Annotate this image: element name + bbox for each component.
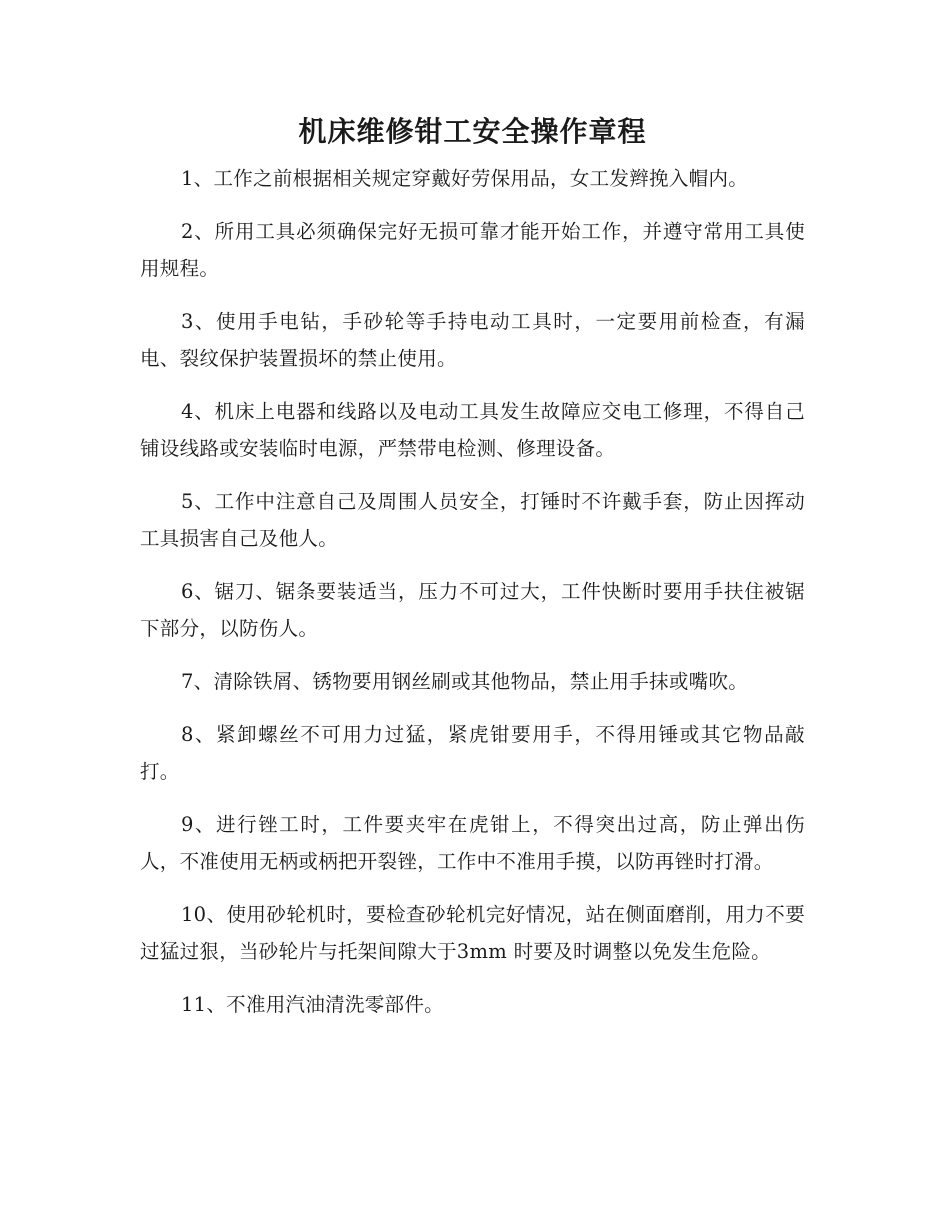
clause-7: 7、清除铁屑、锈物要用钢丝刷或其他物品，禁止用手抹或嘴吹。 [180,670,749,693]
clause-6: 6、锯刀、锯条要装适当，压力不可过大，工件快断时要用手扶住被锯下部分，以防伤人。 [140,580,805,640]
clause-1: 1、工作之前根据相关规定穿戴好劳保用品，女工发辫挽入帽内。 [180,167,749,190]
clause-4: 4、机床上电器和线路以及电动工具发生故障应交电工修理，不得自己铺设线路或安装临时电源，严禁带电检测、修理设备。 [140,400,805,460]
clause-9: 9、进行锉工时，工件要夹牢在虎钳上，不得突出过高，防止弹出伤人，不准使用无柄或柄把开裂锉，工作中不准用手摸，以防再锉时打滑。 [140,813,805,873]
clause-8: 8、紧卸螺丝不可用力过猛，紧虎钳要用手，不得用锤或其它物品敲打。 [140,723,805,783]
clause-3: 3、使用手电钻，手砂轮等手持电动工具时，一定要用前检查，有漏电、裂纹保护装置损坏的禁止使用。 [140,310,805,370]
clause-10: 10、使用砂轮机时，要检查砂轮机完好情况，站在侧面磨削，用力不要过猛过狠，当砂轮片与托架间隙大于3mm 时要及时调整以免发生危险。 [140,903,805,963]
document-page [140,110,805,1039]
clause-11: 11、不准用汽油清洗零部件。 [180,993,444,1016]
clause-5: 5、工作中注意自己及周围人员安全，打锤时不许戴手套，防止因挥动工具损害自己及他人。 [140,490,805,550]
clause-2: 2、所用工具必须确保完好无损可靠才能开始工作，并遵守常用工具使用规程。 [140,220,805,280]
document-title: 机床维修钳工安全操作章程 [298,115,647,148]
